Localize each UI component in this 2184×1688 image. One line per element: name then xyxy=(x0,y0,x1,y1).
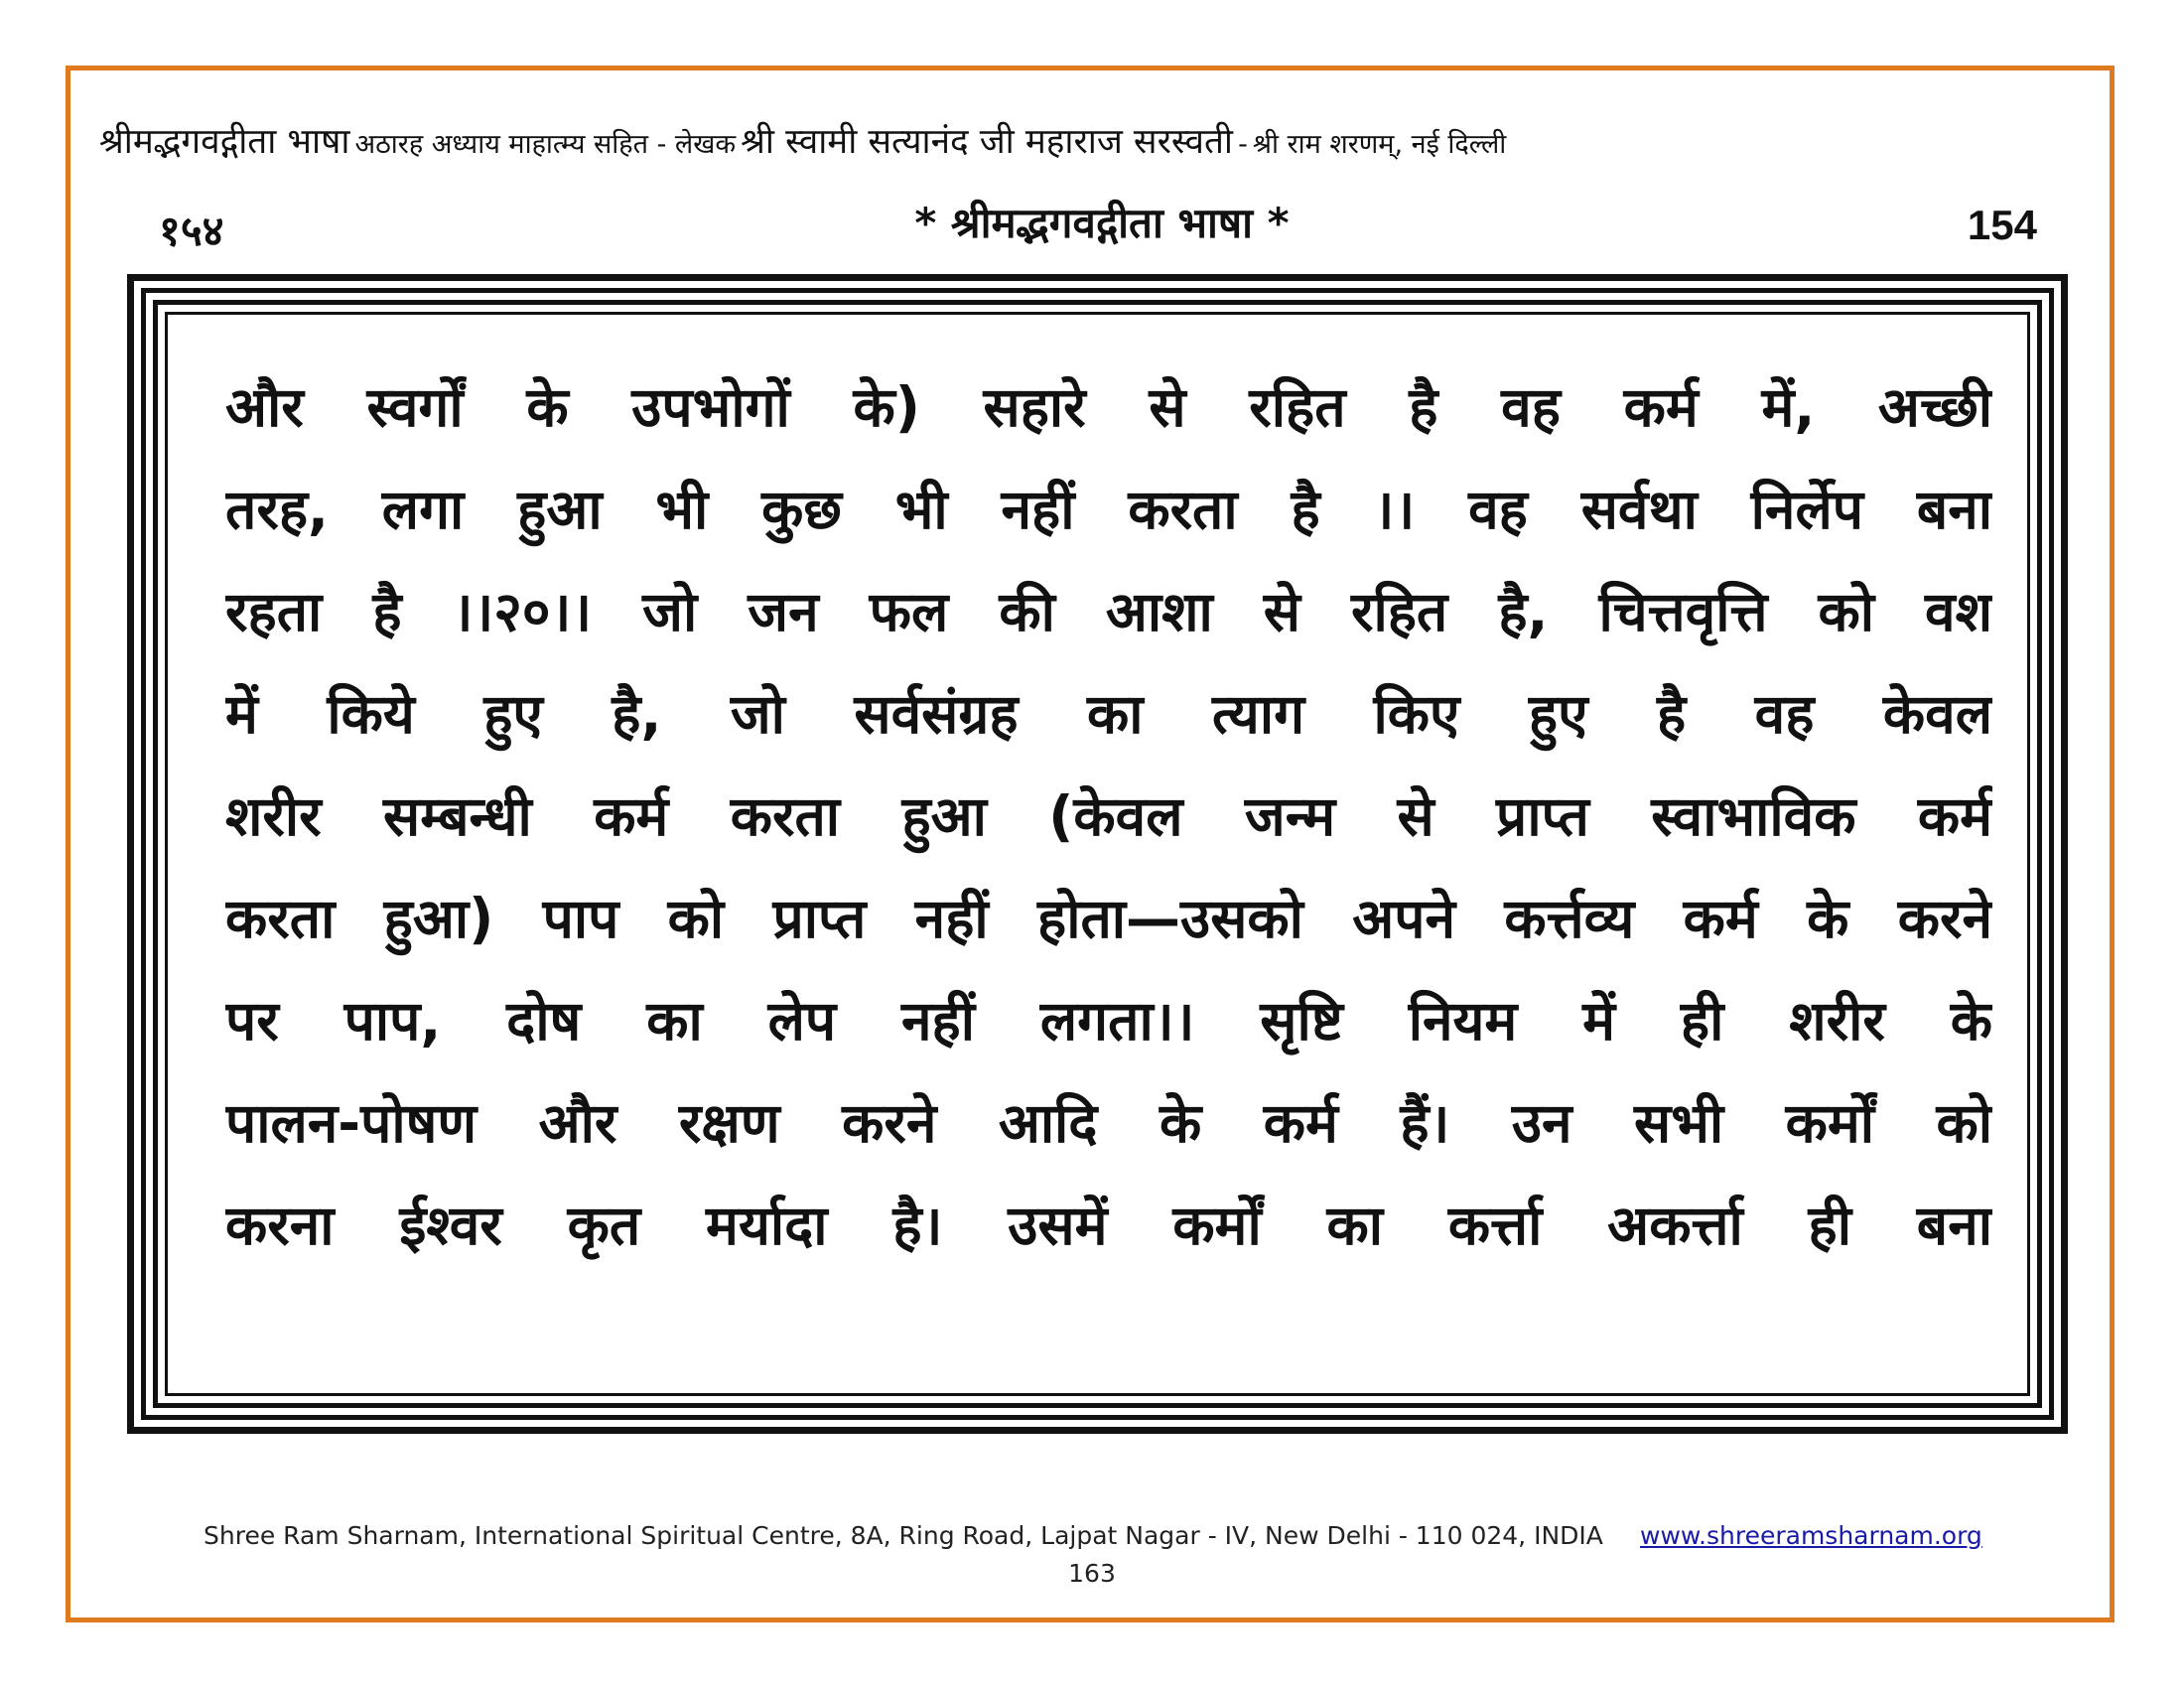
scanned-text-box xyxy=(127,274,2068,1434)
website-link[interactable]: www.shreeramsharnam.org xyxy=(1640,1521,1982,1550)
scanned-box-border-2 xyxy=(141,288,2054,1420)
running-title: * श्रीमद्भगवद्गीता भाषा * xyxy=(914,199,1290,247)
text-line: पालन-पोषण और रक्षण करने आदि के कर्म हैं। उन सभी कर्मों को xyxy=(225,1091,1992,1155)
book-subtitle: अठारह अध्याय माहात्म्य सहित - लेखक xyxy=(354,129,737,160)
book-publisher: श्री राम शरणम्, नई दिल्ली xyxy=(1252,129,1507,160)
pdf-page-number: 163 xyxy=(1068,1559,1116,1588)
header-separator: - xyxy=(1238,129,1248,160)
text-line: पर पाप, दोष का लेप नहीं लगता।। सृष्टि नियम में ही शरीर के xyxy=(225,989,1992,1053)
text-line: करना ईश्वर कृत मर्यादा है। उसमें कर्मों का कर्त्ता अकर्त्ता ही बना xyxy=(225,1194,1992,1257)
verse-commentary-text xyxy=(225,356,1992,1277)
scanned-box-border-3 xyxy=(153,300,2042,1408)
scanned-box-inner xyxy=(165,312,2030,1396)
page-number-devanagari: १५४ xyxy=(159,207,224,255)
text-line: रहता है ।।२०।। जो जन फल की आशा से रहित है, चित्तवृत्ति को वश xyxy=(225,580,1992,643)
text-line: तरह, लगा हुआ भी कुछ भी नहीं करता है ।। वह सर्वथा निर्लेप बना xyxy=(225,478,1992,541)
text-line: और स्वर्गों के उपभोगों के) सहारे से रहित है वह कर्म में, अच्छी xyxy=(225,375,1992,439)
page-running-head xyxy=(159,194,2045,263)
text-line: शरीर सम्बन्धी कर्म करता हुआ (केवल जन्म से प्राप्त स्वाभाविक कर्म xyxy=(225,784,1992,848)
page-number-arabic: 154 xyxy=(1967,202,2037,248)
book-header xyxy=(99,117,2085,167)
book-title: श्रीमद्भगवद्गीता भाषा xyxy=(99,122,350,162)
book-author: श्री स्वामी सत्यानंद जी महाराज सरस्वती xyxy=(741,122,1233,162)
text-line: करता हुआ) पाप को प्राप्त नहीं होता—उसको अपने कर्त्तव्य कर्म के करने xyxy=(225,887,1992,950)
footer-address: Shree Ram Sharnam, International Spiritual Centre, 8A, Ring Road, Lajpat Nagar - IV, New Delhi - 110 024, INDIA xyxy=(204,1521,1603,1550)
text-line: में किये हुए है, जो सर्वसंग्रह का त्याग किए हुए है वह केवल xyxy=(225,682,1992,746)
